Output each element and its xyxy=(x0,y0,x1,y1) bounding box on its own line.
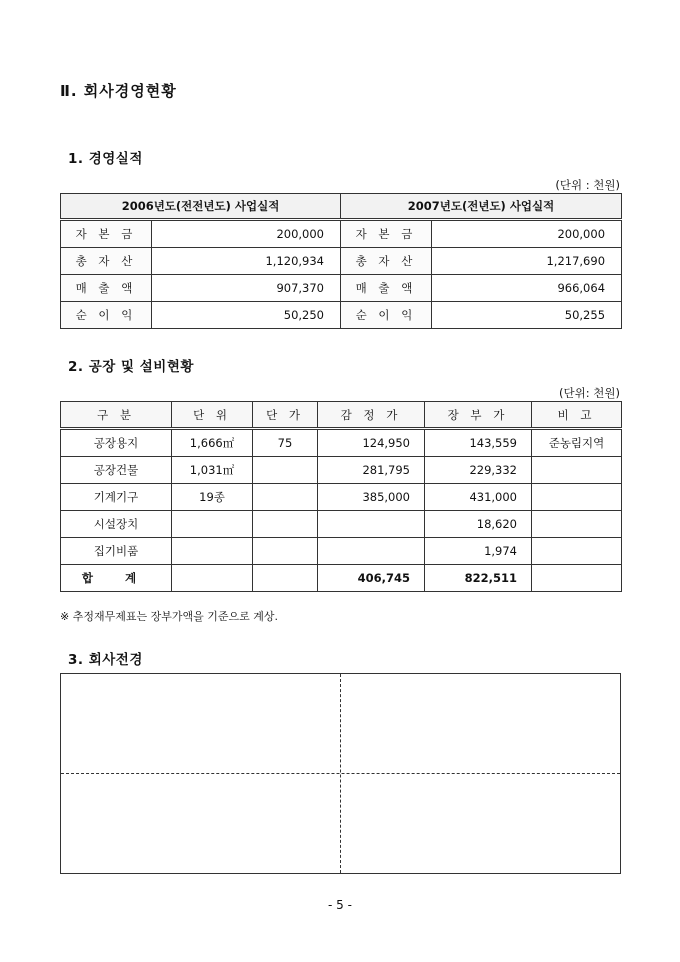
table-row xyxy=(61,538,622,565)
row-label-right: 자 본 금 xyxy=(341,220,432,248)
cell-appraised-value xyxy=(318,538,425,565)
col-header-unit: 단 위 xyxy=(172,402,253,429)
table-row xyxy=(61,511,622,538)
row-label-left: 총 자 산 xyxy=(61,248,152,275)
table-row xyxy=(61,220,622,248)
row-value-right: 50,255 xyxy=(432,302,622,329)
header-2007: 2007년도(전년도) 사업실적 xyxy=(341,194,622,220)
header-2006: 2006년도(전전년도) 사업실적 xyxy=(61,194,341,220)
table-row xyxy=(61,275,622,302)
table-row xyxy=(61,484,622,511)
row-value-left: 200,000 xyxy=(152,220,341,248)
table-row xyxy=(61,302,622,329)
table-row xyxy=(61,457,622,484)
total-book-value: 822,511 xyxy=(425,565,532,592)
cell-category: 공장용지 xyxy=(61,429,172,457)
section1-unit: (단위 : 천원) xyxy=(555,178,620,192)
col-header-remarks: 비 고 xyxy=(532,402,622,429)
row-value-right: 200,000 xyxy=(432,220,622,248)
row-label-left: 자 본 금 xyxy=(61,220,152,248)
total-appraised-value: 406,745 xyxy=(318,565,425,592)
cell-unit xyxy=(172,565,253,592)
business-results-table xyxy=(60,193,622,329)
facilities-table xyxy=(60,401,622,592)
cell-category: 공장건물 xyxy=(61,457,172,484)
total-label: 합 계 xyxy=(61,565,172,592)
cell-book-value: 18,620 xyxy=(425,511,532,538)
cell-unit-price xyxy=(253,565,318,592)
cell-category: 집기비품 xyxy=(61,538,172,565)
row-value-left: 1,120,934 xyxy=(152,248,341,275)
col-header-category: 구 분 xyxy=(61,402,172,429)
cell-unit-price xyxy=(253,457,318,484)
cell-unit: 1,031㎡ xyxy=(172,457,253,484)
cell-book-value: 229,332 xyxy=(425,457,532,484)
cell-appraised-value: 281,795 xyxy=(318,457,425,484)
cell-unit: 19종 xyxy=(172,484,253,511)
cell-remarks: 준농림지역 xyxy=(532,429,622,457)
table-row xyxy=(61,429,622,457)
row-label-left: 순 이 익 xyxy=(61,302,152,329)
cell-category: 기계기구 xyxy=(61,484,172,511)
total-row xyxy=(61,565,622,592)
cell-category: 시설장치 xyxy=(61,511,172,538)
cell-unit-price xyxy=(253,511,318,538)
table-row xyxy=(61,248,622,275)
cell-appraised-value xyxy=(318,511,425,538)
cell-unit xyxy=(172,538,253,565)
cell-unit-price xyxy=(253,484,318,511)
cell-unit xyxy=(172,511,253,538)
table-header-row xyxy=(61,194,622,220)
cell-remarks xyxy=(532,484,622,511)
cell-unit-price: 75 xyxy=(253,429,318,457)
row-value-right: 1,217,690 xyxy=(432,248,622,275)
cell-appraised-value: 385,000 xyxy=(318,484,425,511)
cell-unit: 1,666㎡ xyxy=(172,429,253,457)
chapter-title: Ⅱ. 회사경영현황 xyxy=(60,82,177,100)
table-header-row xyxy=(61,402,622,429)
cell-book-value: 1,974 xyxy=(425,538,532,565)
cell-remarks xyxy=(532,538,622,565)
row-value-left: 907,370 xyxy=(152,275,341,302)
row-value-right: 966,064 xyxy=(432,275,622,302)
page-number: - 5 - xyxy=(328,898,352,912)
cell-appraised-value: 124,950 xyxy=(318,429,425,457)
section2-unit: (단위: 천원) xyxy=(559,386,620,400)
row-label-left: 매 출 액 xyxy=(61,275,152,302)
cell-book-value: 431,000 xyxy=(425,484,532,511)
cell-remarks xyxy=(532,511,622,538)
row-label-right: 순 이 익 xyxy=(341,302,432,329)
row-label-right: 매 출 액 xyxy=(341,275,432,302)
footnote: ※ 추정재무제표는 장부가액을 기준으로 계상. xyxy=(60,610,278,623)
cell-book-value: 143,559 xyxy=(425,429,532,457)
section1-title: 1. 경영실적 xyxy=(68,151,143,167)
cell-unit-price xyxy=(253,538,318,565)
cell-remarks xyxy=(532,565,622,592)
section3-title: 3. 회사전경 xyxy=(68,652,143,668)
row-label-right: 총 자 산 xyxy=(341,248,432,275)
section2-title: 2. 공장 및 설비현황 xyxy=(68,359,194,375)
col-header-book-value: 장 부 가 xyxy=(425,402,532,429)
row-value-left: 50,250 xyxy=(152,302,341,329)
photo-frame-horizontal-divider xyxy=(61,773,620,774)
col-header-unit-price: 단 가 xyxy=(253,402,318,429)
cell-remarks xyxy=(532,457,622,484)
col-header-appraised-value: 감 정 가 xyxy=(318,402,425,429)
